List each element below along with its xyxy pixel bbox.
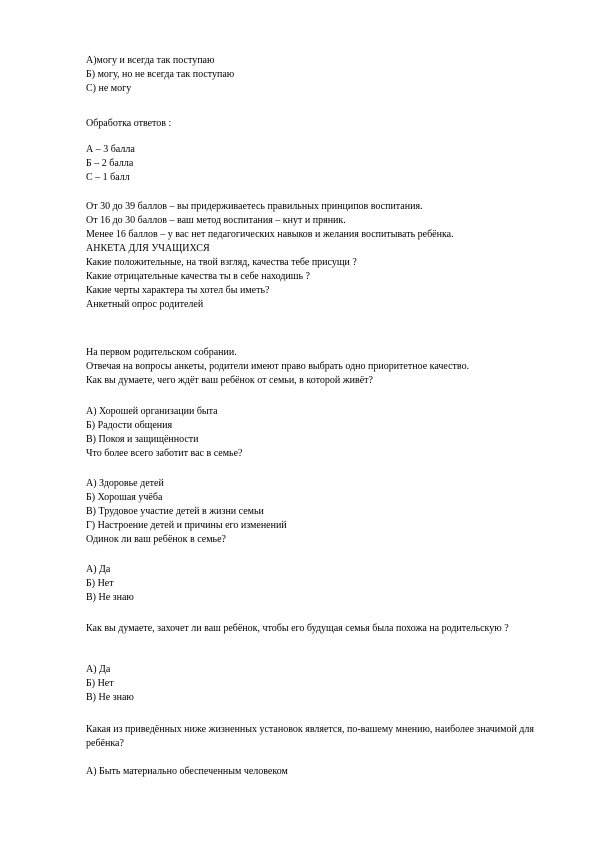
result-line: От 16 до 30 баллов – ваш метод воспитания – кнут и пряник. [86, 215, 346, 226]
answer-option: Г) Настроение детей и причины его изменений [86, 520, 287, 531]
answer-option: В) Не знаю [86, 592, 134, 603]
scores-block [86, 143, 556, 185]
answer-option: В) Трудовое участие детей в жизни семьи [86, 506, 264, 517]
answer-option: А)могу и всегда так поступаю [86, 55, 215, 66]
student-question: Какие черты характера ты хотел бы иметь? [86, 285, 270, 296]
question-4: Как вы думаете, захочет ли ваш ребёнок, чтобы его будущая семья была похожа на родительскую ? [86, 623, 509, 634]
score-line: А – 3 балла [86, 144, 135, 155]
result-line: От 30 до 39 баллов – вы придерживаетесь правильных принципов воспитания. [86, 201, 423, 212]
answer-options-block [86, 54, 556, 96]
question-5-options [86, 765, 556, 779]
student-survey-title: АНКЕТА ДЛЯ УЧАЩИХСЯ [86, 243, 210, 254]
intro-line: Отвечая на вопросы анкеты, родители имеют право выбрать одно приоритетное качество. [86, 361, 470, 372]
answer-option: С) не могу [86, 83, 132, 94]
score-line: С – 1 балл [86, 172, 130, 183]
student-question: Какие отрицательные качества ты в себе находишь ? [86, 271, 310, 282]
question-4-options [86, 663, 556, 705]
student-question: Какие положительные, на твой взгляд, качества тебе присущи ? [86, 257, 357, 268]
result-line: Менее 16 баллов – у вас нет педагогических навыков и желания воспитывать ребёнка. [86, 229, 454, 240]
answer-option: Б) Радости общения [86, 420, 173, 431]
question-3: Одинок ли ваш ребёнок в семье? [86, 534, 226, 545]
results-block [86, 200, 556, 312]
answer-option: В) Не знаю [86, 692, 134, 703]
intro-block [86, 346, 556, 388]
processing-title: Обработка ответов : [86, 118, 172, 129]
score-line: Б – 2 балла [86, 158, 134, 169]
question-1-options [86, 405, 556, 461]
answer-option: Б) Нет [86, 578, 114, 589]
question-1: Как вы думаете, чего ждёт ваш ребёнок от семьи, в которой живёт? [86, 375, 373, 386]
answer-option: А) Здоровье детей [86, 478, 164, 489]
intro-line: На первом родительском собрании. [86, 347, 237, 358]
answer-option: А) Хорошей организации быта [86, 406, 218, 417]
answer-option: Б) могу, но не всегда так поступаю [86, 69, 235, 80]
answer-option: В) Покоя и защищённости [86, 434, 199, 445]
parent-survey-title: Анкетный опрос родителей [86, 299, 204, 310]
answer-option: А) Быть материально обеспеченным человеком [86, 766, 288, 777]
answer-option: Б) Хорошая учёба [86, 492, 163, 503]
question-3-options [86, 563, 556, 605]
question-2: Что более всего заботит вас в семье? [86, 448, 243, 459]
answer-option: А) Да [86, 664, 111, 675]
answer-option: Б) Нет [86, 678, 114, 689]
question-5: Какая из приведённых ниже жизненных установок является, по-вашему мнению, наиболее значимой для ребёнка? [86, 724, 534, 749]
question-2-options [86, 477, 556, 547]
answer-option: А) Да [86, 564, 111, 575]
